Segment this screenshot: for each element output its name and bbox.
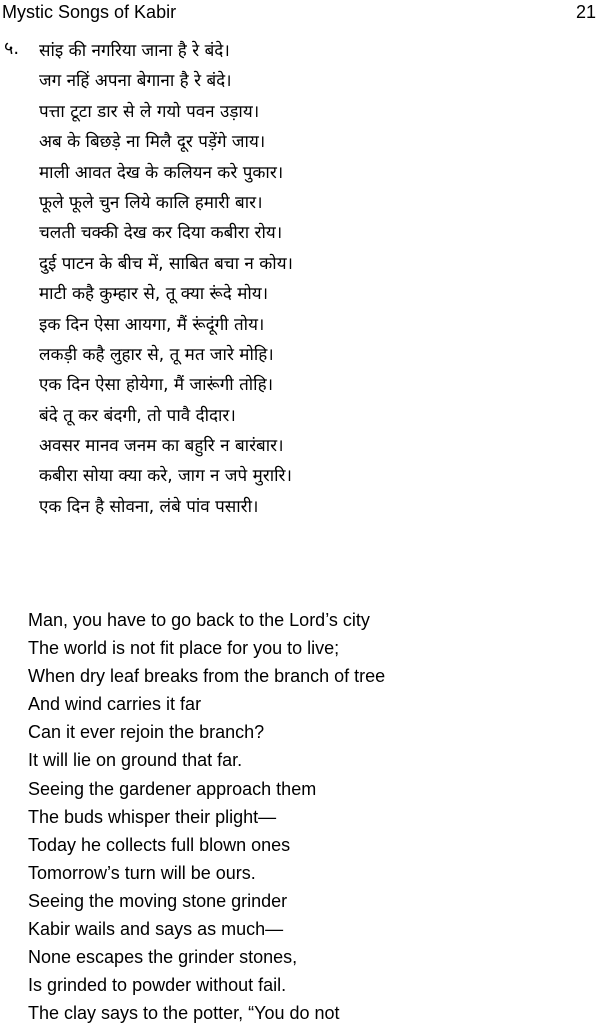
english-translation-line: The clay says to the potter, “You do not xyxy=(28,1003,340,1024)
english-translation-line: Tomorrow’s turn will be ours. xyxy=(28,862,256,883)
hindi-verse-line: अवसर मानव जनम का बहुरि न बारंबार। xyxy=(39,436,284,457)
english-translation-line: Seeing the gardener approach them xyxy=(28,778,317,799)
hindi-verse-line: बंदे तू कर बंदगी, तो पावै दीदार। xyxy=(39,405,236,426)
hindi-verse-line: इक दिन ऐसा आयगा, मैं रूंदूंगी तोय। xyxy=(39,314,265,335)
english-translation-line: And wind carries it far xyxy=(28,694,202,715)
hindi-verse-line: एक दिन है सोवना, लंबे पांव पसारी। xyxy=(39,496,259,517)
english-translation-line: Man, you have to go back to the Lord’s city xyxy=(28,610,370,630)
running-header-title: Mystic Songs of Kabir xyxy=(2,2,177,22)
english-translation xyxy=(28,606,594,1027)
hindi-verse-line: कबीरा सोया क्या करे, जाग न जपे मुरारि। xyxy=(39,466,292,487)
english-translation-line: Today he collects full blown ones xyxy=(28,834,291,855)
english-translation-line: None escapes the grinder stones, xyxy=(28,947,298,968)
hindi-verse-line: दुई पाटन के बीच में, साबित बचा न कोय। xyxy=(39,253,293,274)
hindi-verse-line: लकड़ी कहै लुहार से, तू मत जारे मोहि। xyxy=(39,344,274,365)
hindi-verse-line: चलती चक्की देख कर दिया कबीरा रोय। xyxy=(39,223,283,244)
hindi-verse-line: जग नहिं अपना बेगाना है रे बंदे। xyxy=(39,71,232,92)
page-number: 21 xyxy=(575,2,596,22)
english-translation-line: Seeing the moving stone grinder xyxy=(28,890,288,911)
hindi-verse xyxy=(39,36,594,522)
hindi-verse-line: अब के बिछड़े ना मिलै दूर पड़ेंगे जाय। xyxy=(39,132,266,153)
verse-number: ५. xyxy=(4,38,20,59)
hindi-verse-line: पत्ता टूटा डार से ले गयो पवन उड़ाय। xyxy=(39,101,260,122)
english-translation-line: When dry leaf breaks from the branch of tree xyxy=(28,666,386,687)
hindi-verse-line: सांइ की नगरिया जाना है रे बंदे। xyxy=(39,41,230,61)
english-translation-line: The buds whisper their plight— xyxy=(28,806,277,827)
hindi-verse-line: फूले फूले चुन लिये कालि हमारी बार। xyxy=(39,192,263,213)
english-translation-line: Can it ever rejoin the branch? xyxy=(28,722,265,743)
hindi-verse-line: माली आवत देख के कलियन करे पुकार। xyxy=(39,162,284,183)
english-translation-line: It will lie on ground that far. xyxy=(28,750,243,771)
english-translation-line: Is grinded to powder without fail. xyxy=(28,975,287,996)
english-translation-line: The world is not fit place for you to live; xyxy=(28,638,340,659)
hindi-verse-line: माटी कहै कुम्हार से, तू क्या रूंदे मोय। xyxy=(39,284,269,305)
hindi-verse-line: एक दिन ऐसा होयेगा, मैं जारूंगी तोहि। xyxy=(39,375,274,396)
english-translation-line: Kabir wails and says as much— xyxy=(28,919,284,940)
